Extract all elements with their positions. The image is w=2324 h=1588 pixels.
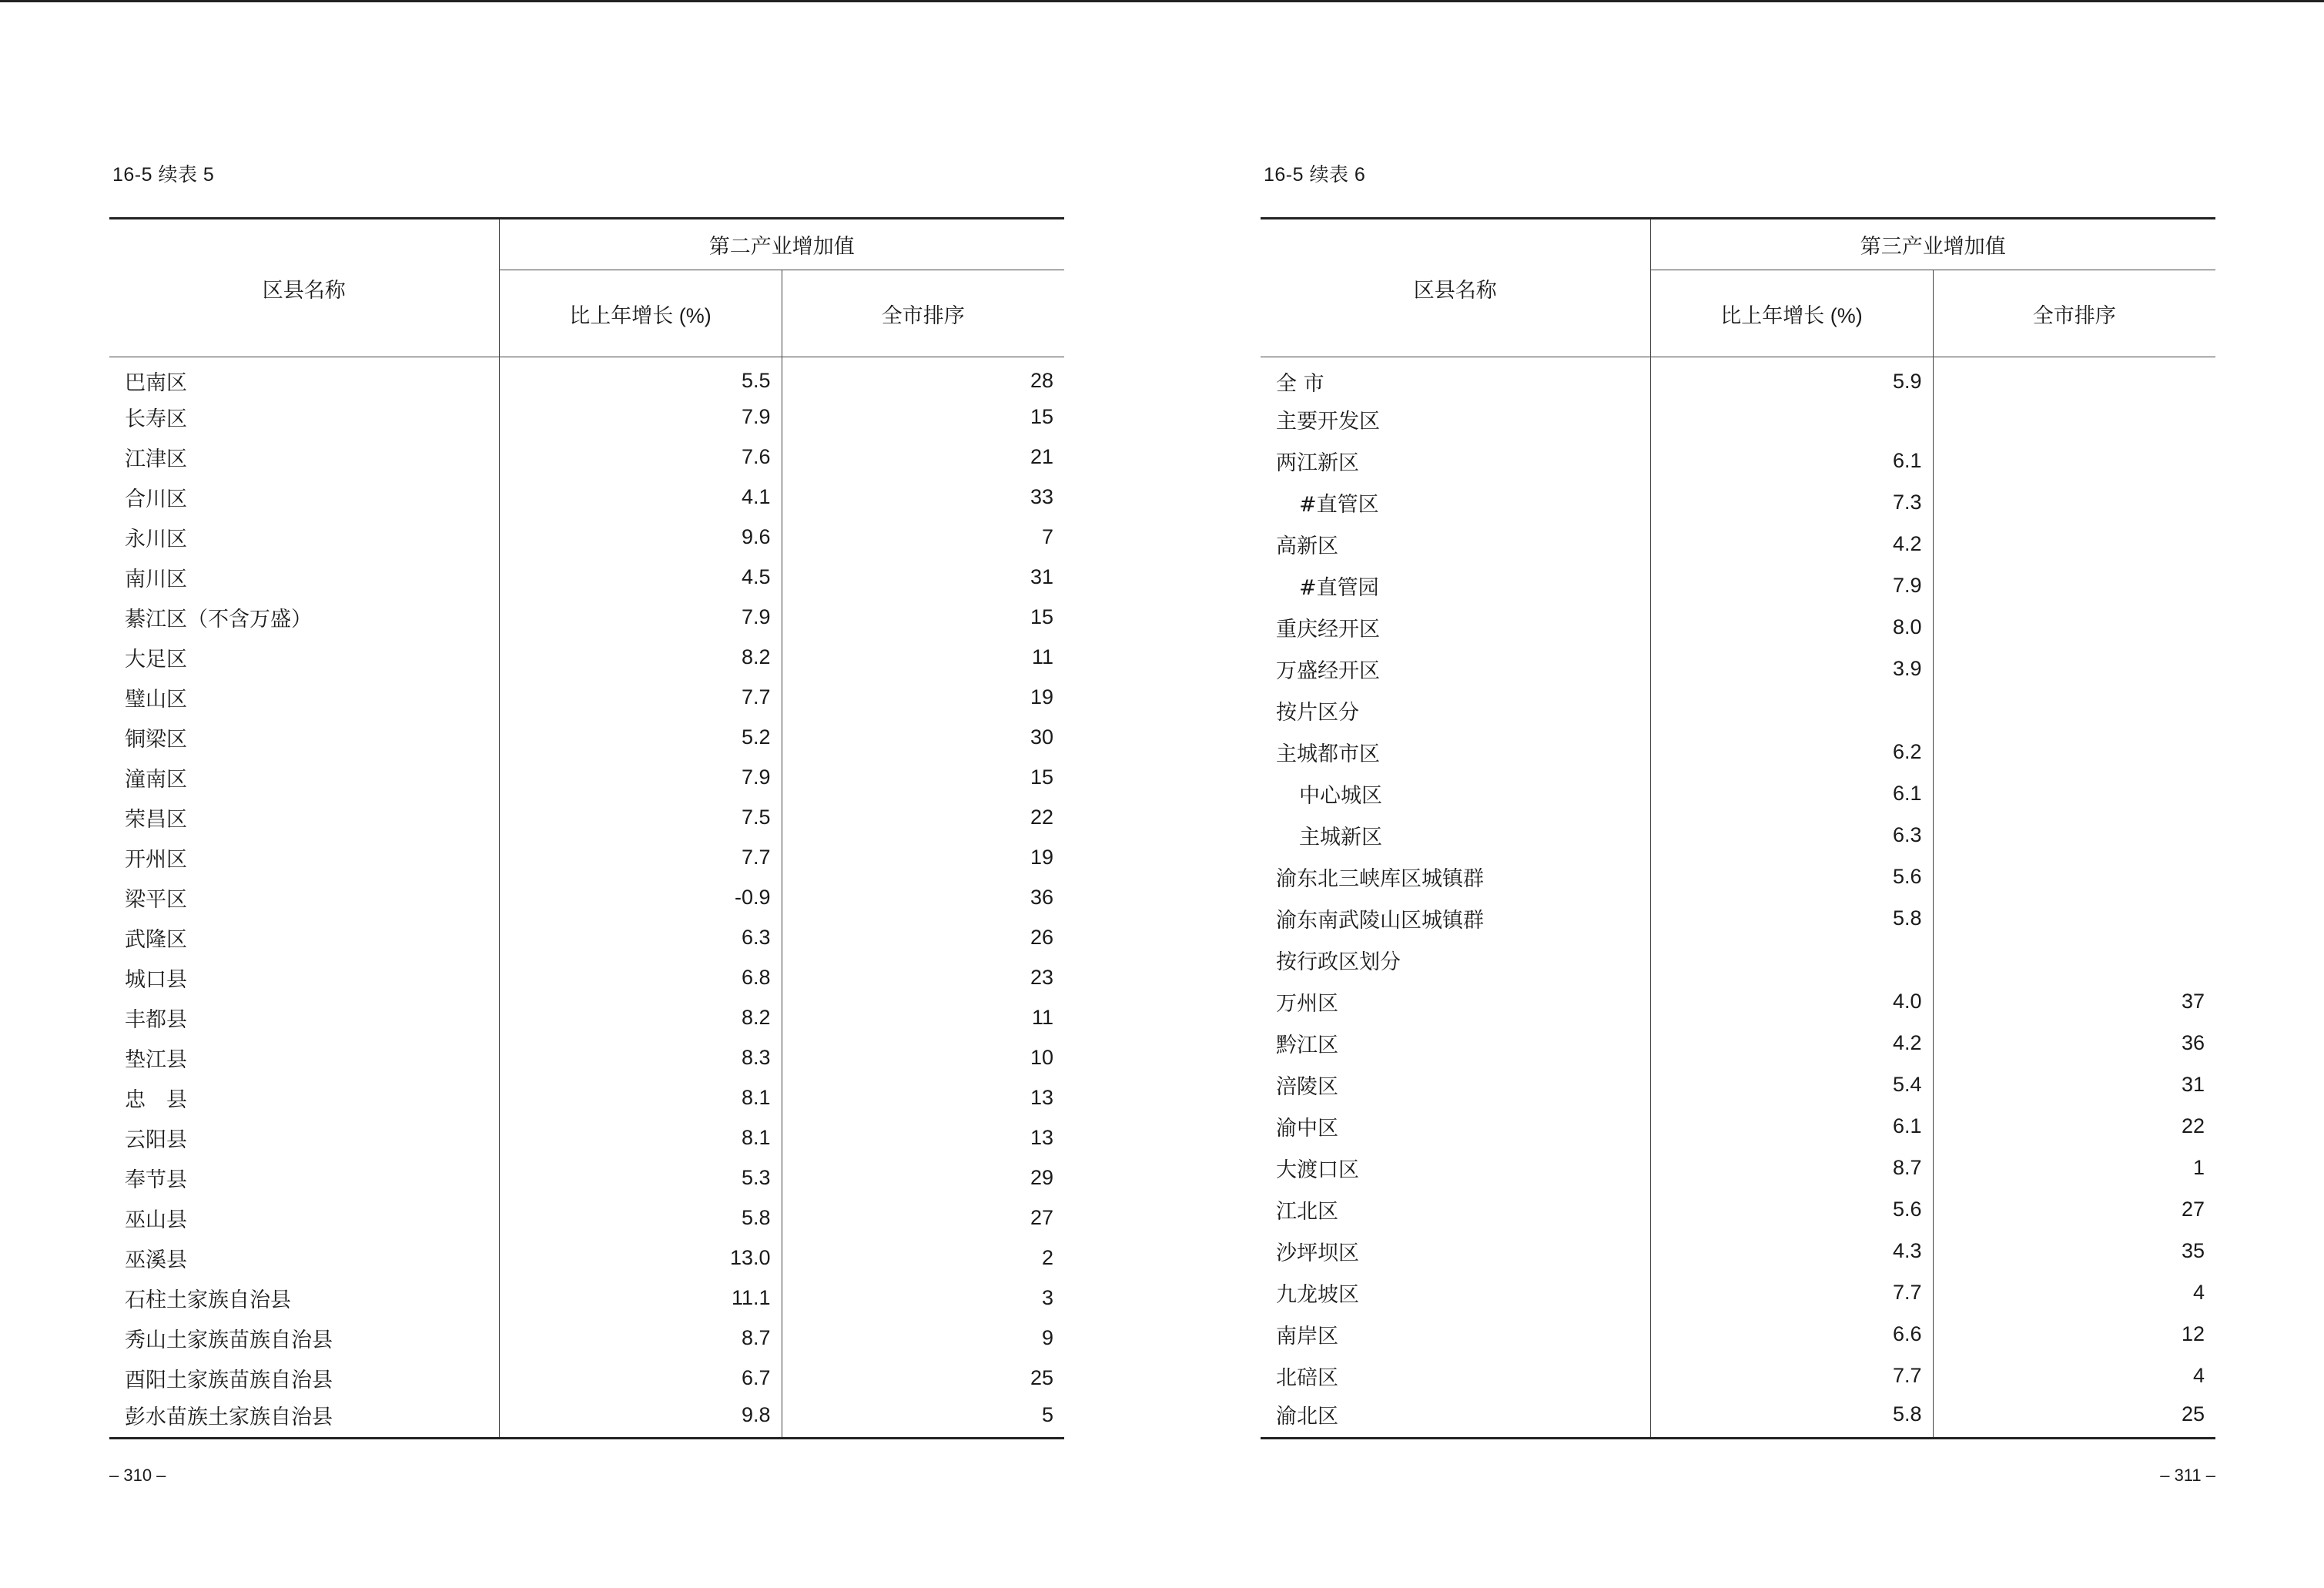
growth-cell: 7.3 — [1650, 482, 1933, 524]
district-name-cell: 长寿区 — [109, 397, 499, 437]
district-name-cell: 江北区 — [1261, 1189, 1650, 1231]
district-name-cell: 涪陵区 — [1261, 1064, 1650, 1106]
rank-cell: 25 — [1030, 1366, 1053, 1389]
growth-cell: 8.1 — [499, 1078, 782, 1118]
district-name-cell: 两江新区 — [1261, 441, 1650, 482]
table-row — [109, 518, 1064, 558]
district-name-cell: 巴南区 — [109, 357, 499, 397]
rank-cell: 22 — [2181, 1114, 2205, 1137]
table-caption: 16-5 续表 6 — [1264, 164, 1366, 186]
table-row — [109, 958, 1064, 998]
table-row — [1261, 940, 2215, 981]
district-name-cell: 忠 县 — [109, 1078, 499, 1118]
rank-cell: 31 — [1030, 565, 1053, 588]
district-name-cell: 巫山县 — [109, 1198, 499, 1238]
column-header-rank: 全市排序 — [782, 270, 1064, 357]
district-name-cell: 渝东北三峡库区城镇群 — [1261, 856, 1650, 898]
secondary-industry-table — [109, 217, 1064, 1439]
district-name-cell: 潼南区 — [109, 758, 499, 798]
growth-cell: 13.0 — [499, 1238, 782, 1278]
table-row — [109, 638, 1064, 678]
growth-cell: 6.1 — [1650, 441, 1933, 482]
table-row — [1261, 773, 2215, 815]
table-row — [109, 718, 1064, 758]
rank-cell: 36 — [2181, 1031, 2205, 1054]
growth-cell: 11.1 — [499, 1278, 782, 1318]
rank-cell — [1933, 940, 2215, 981]
rank-cell: 5 — [1041, 1403, 1053, 1427]
table-row — [109, 397, 1064, 437]
column-header-growth: 比上年增长 (%) — [1650, 270, 1933, 357]
growth-cell: 7.9 — [499, 758, 782, 798]
table-row — [109, 678, 1064, 718]
growth-cell: 5.8 — [499, 1198, 782, 1238]
table-caption: 16-5 续表 5 — [112, 164, 215, 186]
table-row — [1261, 565, 2215, 607]
district-name-cell: 开州区 — [109, 838, 499, 878]
rank-cell: 10 — [1030, 1046, 1053, 1069]
growth-cell: 4.2 — [1650, 1023, 1933, 1064]
table-row — [109, 1118, 1064, 1158]
table-row — [1261, 1064, 2215, 1106]
table-row — [109, 437, 1064, 477]
table-row — [1261, 482, 2215, 524]
district-name-cell: 按片区分 — [1261, 690, 1650, 732]
district-name-cell: 高新区 — [1261, 524, 1650, 565]
rank-cell — [1933, 898, 2215, 940]
table-row — [1261, 1147, 2215, 1189]
rank-cell — [1933, 856, 2215, 898]
rank-cell: 19 — [1030, 685, 1053, 709]
growth-cell: 7.7 — [1650, 1355, 1933, 1397]
district-name-cell: 按行政区划分 — [1261, 940, 1650, 981]
district-name-cell: 璧山区 — [109, 678, 499, 718]
district-name-cell: 垫江县 — [109, 1038, 499, 1078]
table-row — [1261, 898, 2215, 940]
rank-cell: 13 — [1030, 1086, 1053, 1109]
growth-cell — [1650, 399, 1933, 441]
rank-cell: 12 — [2181, 1322, 2205, 1345]
table-row — [109, 758, 1064, 798]
table-row — [1261, 1023, 2215, 1064]
growth-cell: 7.5 — [499, 798, 782, 838]
table-row — [1261, 524, 2215, 565]
growth-cell: 8.3 — [499, 1038, 782, 1078]
column-group-header: 第二产业增加值 — [499, 219, 1064, 270]
rank-cell — [1933, 732, 2215, 773]
rank-cell: 27 — [1030, 1206, 1053, 1229]
district-name-cell: 南岸区 — [1261, 1314, 1650, 1355]
rank-cell: 15 — [1030, 405, 1053, 428]
rank-cell: 30 — [1030, 725, 1053, 749]
growth-cell: 6.3 — [1650, 815, 1933, 856]
growth-cell: 6.6 — [1650, 1314, 1933, 1355]
rank-cell: 9 — [1041, 1326, 1053, 1349]
district-name-cell: 丰都县 — [109, 998, 499, 1038]
district-name-cell: 酉阳土家族苗族自治县 — [109, 1359, 499, 1399]
district-name-cell: 云阳县 — [109, 1118, 499, 1158]
rank-cell — [1933, 565, 2215, 607]
growth-cell: -0.9 — [499, 878, 782, 918]
table-row — [109, 1198, 1064, 1238]
rank-cell: 1 — [2192, 1156, 2205, 1179]
growth-cell: 4.5 — [499, 558, 782, 598]
district-name-cell: 主要开发区 — [1261, 399, 1650, 441]
district-name-cell: 九龙坡区 — [1261, 1272, 1650, 1314]
table-row — [1261, 815, 2215, 856]
table-row — [1261, 732, 2215, 773]
growth-cell: 7.9 — [1650, 565, 1933, 607]
growth-cell: 6.8 — [499, 958, 782, 998]
table-row — [109, 1238, 1064, 1278]
column-group-header: 第三产业增加值 — [1650, 219, 2215, 270]
district-name-cell: 渝中区 — [1261, 1106, 1650, 1147]
growth-cell: 6.7 — [499, 1359, 782, 1399]
left-page — [109, 0, 1064, 1588]
table-row — [1261, 441, 2215, 482]
district-name-cell: 南川区 — [109, 558, 499, 598]
rank-cell — [1933, 648, 2215, 690]
district-name-cell: 重庆经开区 — [1261, 607, 1650, 648]
column-header-district-name: 区县名称 — [109, 219, 499, 357]
column-header-rank: 全市排序 — [1933, 270, 2215, 357]
growth-cell: 8.1 — [499, 1118, 782, 1158]
growth-cell: 5.8 — [1650, 1397, 1933, 1439]
rank-cell: 36 — [1030, 886, 1053, 909]
rank-cell — [1933, 690, 2215, 732]
growth-cell: 4.2 — [1650, 524, 1933, 565]
district-name-cell: 城口县 — [109, 958, 499, 998]
rank-cell: 3 — [1041, 1286, 1053, 1309]
district-name-cell: 渝东南武陵山区城镇群 — [1261, 898, 1650, 940]
table-row — [1261, 1314, 2215, 1355]
growth-cell: 4.3 — [1650, 1231, 1933, 1272]
district-name-cell: 北碚区 — [1261, 1355, 1650, 1397]
tertiary-industry-table — [1261, 217, 2215, 1439]
growth-cell: 7.7 — [499, 838, 782, 878]
rank-cell — [1933, 524, 2215, 565]
table-row — [1261, 648, 2215, 690]
rank-cell — [1933, 815, 2215, 856]
rank-cell: 29 — [1030, 1166, 1053, 1189]
rank-cell: 4 — [2192, 1281, 2205, 1304]
growth-cell: 4.0 — [1650, 981, 1933, 1023]
district-name-cell: 彭水苗族土家族自治县 — [109, 1399, 499, 1439]
table-row — [109, 1318, 1064, 1359]
table-row — [1261, 357, 2215, 399]
rank-cell: 15 — [1030, 605, 1053, 628]
growth-cell: 8.2 — [499, 638, 782, 678]
table-row — [1261, 1272, 2215, 1314]
district-name-cell: 武隆区 — [109, 918, 499, 958]
table-row — [1261, 1397, 2215, 1439]
district-name-cell: 奉节县 — [109, 1158, 499, 1198]
table-row — [1261, 1355, 2215, 1397]
growth-cell: 7.7 — [499, 678, 782, 718]
rank-cell: 7 — [1041, 525, 1053, 548]
district-name-cell: 大渡口区 — [1261, 1147, 1650, 1189]
rank-cell — [1933, 441, 2215, 482]
table-row — [109, 357, 1064, 397]
table-row — [1261, 1189, 2215, 1231]
table-row — [109, 1038, 1064, 1078]
table-row — [1261, 981, 2215, 1023]
rank-cell: 11 — [1031, 1006, 1053, 1029]
district-name-cell: 永川区 — [109, 518, 499, 558]
rank-cell: 35 — [2181, 1239, 2205, 1262]
table-row — [1261, 1231, 2215, 1272]
growth-cell: 7.7 — [1650, 1272, 1933, 1314]
rank-cell: 13 — [1030, 1126, 1053, 1149]
growth-cell: 6.3 — [499, 918, 782, 958]
growth-cell: 5.2 — [499, 718, 782, 758]
district-name-cell: 主城新区 — [1261, 815, 1650, 856]
table-row — [109, 1359, 1064, 1399]
rank-cell: 2 — [1041, 1246, 1053, 1269]
district-name-cell: 荣昌区 — [109, 798, 499, 838]
table-row — [109, 1278, 1064, 1318]
district-name-cell: 万盛经开区 — [1261, 648, 1650, 690]
growth-cell: 9.8 — [499, 1399, 782, 1439]
table-body — [109, 357, 1064, 1439]
rank-cell: 27 — [2181, 1198, 2205, 1221]
rank-cell — [1933, 773, 2215, 815]
rank-cell: 37 — [2181, 990, 2205, 1013]
rank-cell: 11 — [1031, 645, 1053, 668]
growth-cell: 5.8 — [1650, 898, 1933, 940]
table-row — [1261, 856, 2215, 898]
rank-cell: 19 — [1030, 846, 1053, 869]
district-name-cell: 主城都市区 — [1261, 732, 1650, 773]
growth-cell: 7.9 — [499, 397, 782, 437]
district-name-cell: 綦江区（不含万盛） — [109, 598, 499, 638]
page-number: – 311 – — [2160, 1466, 2215, 1485]
district-name-cell: 大足区 — [109, 638, 499, 678]
table-row — [109, 838, 1064, 878]
table-row — [1261, 607, 2215, 648]
table-row — [109, 798, 1064, 838]
table-body — [1261, 357, 2215, 1439]
growth-cell: 5.6 — [1650, 856, 1933, 898]
district-name-cell: 全 市 — [1261, 357, 1650, 399]
table-row — [109, 477, 1064, 518]
column-header-growth: 比上年增长 (%) — [499, 270, 782, 357]
column-header-district-name: 区县名称 — [1261, 219, 1650, 357]
growth-cell: 8.0 — [1650, 607, 1933, 648]
rank-cell: 21 — [1030, 445, 1053, 468]
right-page — [1261, 0, 2215, 1588]
growth-cell: 5.6 — [1650, 1189, 1933, 1231]
rank-cell: 26 — [1030, 926, 1053, 949]
table-row — [109, 878, 1064, 918]
rank-cell: 15 — [1030, 766, 1053, 789]
rank-cell — [1933, 399, 2215, 441]
district-name-cell: #直管园 — [1261, 565, 1650, 607]
district-name-cell: 合川区 — [109, 477, 499, 518]
rank-cell: 33 — [1030, 485, 1053, 508]
district-name-cell: 万州区 — [1261, 981, 1650, 1023]
table-row — [109, 598, 1064, 638]
rank-cell — [1933, 482, 2215, 524]
district-name-cell: 石柱土家族自治县 — [109, 1278, 499, 1318]
growth-cell: 9.6 — [499, 518, 782, 558]
table-row — [109, 1078, 1064, 1118]
table-row — [109, 1399, 1064, 1439]
growth-cell: 5.4 — [1650, 1064, 1933, 1106]
growth-cell: 5.5 — [499, 357, 782, 397]
district-name-cell: 巫溪县 — [109, 1238, 499, 1278]
growth-cell — [1650, 690, 1933, 732]
district-name-cell: 黔江区 — [1261, 1023, 1650, 1064]
growth-cell — [1650, 940, 1933, 981]
district-name-cell: 渝北区 — [1261, 1397, 1650, 1439]
district-name-cell: 梁平区 — [109, 878, 499, 918]
district-name-cell: #直管区 — [1261, 482, 1650, 524]
rank-cell: 22 — [1030, 806, 1053, 829]
rank-cell: 31 — [2181, 1073, 2205, 1096]
district-name-cell: 江津区 — [109, 437, 499, 477]
table-row — [1261, 399, 2215, 441]
district-name-cell: 秀山土家族苗族自治县 — [109, 1318, 499, 1359]
rank-cell — [1933, 357, 2215, 399]
page-number: – 310 – — [109, 1466, 166, 1485]
table-row — [109, 998, 1064, 1038]
district-name-cell: 中心城区 — [1261, 773, 1650, 815]
table-row — [109, 918, 1064, 958]
table-row — [109, 1158, 1064, 1198]
rank-cell: 23 — [1030, 966, 1053, 989]
table-row — [1261, 1106, 2215, 1147]
growth-cell: 4.1 — [499, 477, 782, 518]
rank-cell — [1933, 607, 2215, 648]
growth-cell: 5.9 — [1650, 357, 1933, 399]
rank-cell: 4 — [2192, 1364, 2205, 1387]
growth-cell: 6.1 — [1650, 1106, 1933, 1147]
district-name-cell: 铜梁区 — [109, 718, 499, 758]
table-row — [1261, 690, 2215, 732]
district-name-cell: 沙坪坝区 — [1261, 1231, 1650, 1272]
growth-cell: 8.7 — [1650, 1147, 1933, 1189]
rank-cell: 25 — [2181, 1402, 2205, 1426]
growth-cell: 8.7 — [499, 1318, 782, 1359]
table-row — [109, 558, 1064, 598]
growth-cell: 5.3 — [499, 1158, 782, 1198]
growth-cell: 6.2 — [1650, 732, 1933, 773]
growth-cell: 3.9 — [1650, 648, 1933, 690]
growth-cell: 7.9 — [499, 598, 782, 638]
growth-cell: 6.1 — [1650, 773, 1933, 815]
growth-cell: 8.2 — [499, 998, 782, 1038]
rank-cell: 28 — [1030, 369, 1053, 393]
growth-cell: 7.6 — [499, 437, 782, 477]
